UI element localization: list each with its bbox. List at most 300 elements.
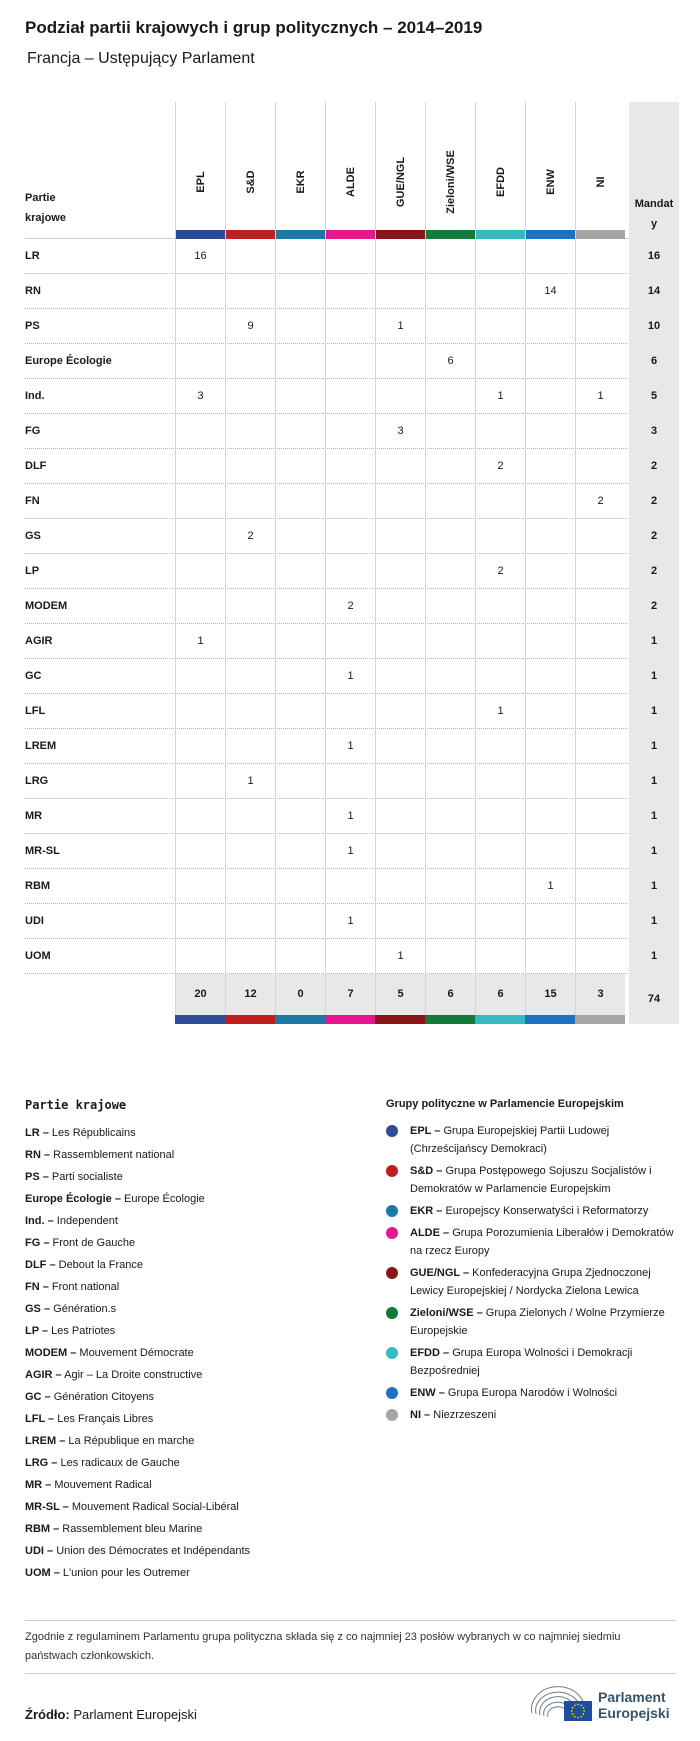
seat-cell xyxy=(225,589,275,624)
group-legend-item xyxy=(386,1304,681,1340)
seat-cell xyxy=(525,764,575,799)
seat-cell xyxy=(175,344,225,379)
table-row xyxy=(25,309,676,344)
seat-cell xyxy=(175,449,225,484)
row-total-cell: 1 xyxy=(629,659,679,694)
party-legend-name: Rassemblement bleu Marine xyxy=(62,1523,203,1535)
row-party-name: LP xyxy=(25,565,40,577)
seat-cell xyxy=(275,379,325,414)
row-total-cell: 2 xyxy=(629,449,679,484)
seat-cell: 1 xyxy=(325,834,375,869)
seat-cell xyxy=(425,519,475,554)
group-total-cell: 15 xyxy=(525,974,575,1015)
party-legend-name: Independent xyxy=(56,1215,118,1227)
party-legend-item xyxy=(25,1430,345,1452)
seat-cell xyxy=(575,904,625,939)
row-total-cell: 10 xyxy=(629,309,679,344)
seat-cell xyxy=(275,484,325,519)
source-credit xyxy=(25,1707,197,1722)
row-party-name: Europe Écologie xyxy=(25,355,112,367)
seat-cell xyxy=(575,554,625,589)
seat-cell xyxy=(225,239,275,274)
party-legend-item xyxy=(25,1562,345,1584)
seat-cell: 1 xyxy=(325,729,375,764)
row-total-cell: 6 xyxy=(629,344,679,379)
seat-cell xyxy=(375,239,425,274)
logo-text-line2: Europejski xyxy=(598,1705,670,1721)
seat-cell xyxy=(475,834,525,869)
row-party-name: FN xyxy=(25,495,40,507)
table-row xyxy=(25,379,676,414)
group-legend-abbr: EFDD – xyxy=(410,1347,450,1359)
seat-cell xyxy=(175,484,225,519)
seat-cell: 1 xyxy=(475,379,525,414)
seat-cell xyxy=(325,939,375,974)
national-parties-legend-heading: Partie krajowe xyxy=(25,1098,127,1112)
seat-cell xyxy=(475,939,525,974)
seat-cell xyxy=(525,729,575,764)
party-legend-name: L'union pour les Outremer xyxy=(62,1567,190,1579)
row-total-cell: 1 xyxy=(629,729,679,764)
group-legend-abbr: S&D – xyxy=(410,1165,443,1177)
seat-cell: 16 xyxy=(175,239,225,274)
party-legend-item xyxy=(25,1254,345,1276)
seat-cell: 14 xyxy=(525,274,575,309)
total-header-line1: Mandat xyxy=(634,198,674,210)
seat-cell xyxy=(425,309,475,344)
seat-cell: 1 xyxy=(325,799,375,834)
row-party-name: UOM xyxy=(25,950,51,962)
seat-cell xyxy=(175,799,225,834)
seat-cell xyxy=(175,764,225,799)
group-column-header xyxy=(525,102,575,239)
group-legend-name: Niezrzeszeni xyxy=(433,1409,497,1421)
party-legend-name: Mouvement Démocrate xyxy=(79,1347,194,1359)
seat-cell xyxy=(275,624,325,659)
seat-cell xyxy=(475,904,525,939)
table-row xyxy=(25,624,676,659)
seat-cell xyxy=(225,694,275,729)
table-row xyxy=(25,414,676,449)
seat-cell xyxy=(325,344,375,379)
group-color-dot-icon xyxy=(386,1409,398,1421)
party-legend-name: Parti socialiste xyxy=(51,1171,123,1183)
row-total-cell: 1 xyxy=(629,939,679,974)
party-legend-abbr: RBM – xyxy=(25,1523,60,1535)
seat-cell xyxy=(225,379,275,414)
table-row xyxy=(25,764,676,799)
group-column-label: EFDD xyxy=(495,167,507,197)
total-header-line2: y xyxy=(650,218,658,230)
seat-cell xyxy=(175,519,225,554)
seat-cell xyxy=(425,729,475,764)
row-total-cell: 3 xyxy=(629,414,679,449)
group-color-bar xyxy=(475,1015,525,1024)
group-legend-abbr: EKR – xyxy=(410,1205,443,1217)
seat-cell xyxy=(525,589,575,624)
seat-cell xyxy=(475,764,525,799)
seat-cell xyxy=(225,484,275,519)
seat-cell xyxy=(425,449,475,484)
group-legend-name: Grupa Zielonych / Wolne Przymierze Europejskie xyxy=(410,1307,665,1337)
seat-cell xyxy=(225,344,275,379)
party-legend-abbr: UDI – xyxy=(25,1545,54,1557)
group-total-cell: 5 xyxy=(375,974,425,1015)
row-total-cell: 1 xyxy=(629,834,679,869)
group-column-header xyxy=(575,102,625,239)
seat-cell xyxy=(275,869,325,904)
row-party-name: MR-SL xyxy=(25,845,60,857)
party-legend-abbr: PS – xyxy=(25,1171,49,1183)
seat-cell xyxy=(475,659,525,694)
seat-cell xyxy=(375,589,425,624)
parliament-hemicycle-icon xyxy=(528,1683,594,1723)
table-row xyxy=(25,659,676,694)
group-legend-abbr: Zieloni/WSE – xyxy=(410,1307,483,1319)
seat-cell: 2 xyxy=(575,484,625,519)
group-legend-item xyxy=(386,1264,681,1300)
seat-cell xyxy=(525,904,575,939)
seat-cell xyxy=(425,939,475,974)
seat-cell xyxy=(325,519,375,554)
seat-cell xyxy=(275,554,325,589)
group-legend-abbr: ENW – xyxy=(410,1387,445,1399)
seat-cell xyxy=(175,309,225,344)
total-seats-header xyxy=(629,102,679,239)
seat-cell xyxy=(325,239,375,274)
group-column-header xyxy=(375,102,425,239)
party-legend-abbr: RN – xyxy=(25,1149,51,1161)
party-legend-abbr: LRG – xyxy=(25,1457,58,1469)
divider xyxy=(25,1620,676,1621)
group-legend-abbr: EPL – xyxy=(410,1125,441,1137)
party-legend-item xyxy=(25,1166,345,1188)
seat-cell xyxy=(425,834,475,869)
party-legend-item xyxy=(25,1188,345,1210)
seat-cell xyxy=(425,869,475,904)
row-party-name: PS xyxy=(25,320,40,332)
row-party-name: FG xyxy=(25,425,41,437)
seat-cell xyxy=(275,729,325,764)
group-color-bar xyxy=(226,230,275,239)
seat-cell xyxy=(475,519,525,554)
source-value: Parlament Europejski xyxy=(73,1707,197,1722)
seat-cell xyxy=(525,484,575,519)
group-color-bar xyxy=(176,230,225,239)
seat-cell xyxy=(575,309,625,344)
seat-cell xyxy=(275,414,325,449)
table-row xyxy=(25,729,676,764)
seat-cell: 3 xyxy=(175,379,225,414)
party-legend-name: Les Français Libres xyxy=(57,1413,154,1425)
row-total-cell: 16 xyxy=(629,239,679,274)
party-legend-abbr: GS – xyxy=(25,1303,51,1315)
table-row xyxy=(25,939,676,974)
seat-cell xyxy=(375,904,425,939)
group-color-bar xyxy=(225,1015,275,1024)
seat-cell xyxy=(175,554,225,589)
seat-cell xyxy=(525,659,575,694)
row-party-name: Ind. xyxy=(25,390,45,402)
seat-cell xyxy=(475,239,525,274)
row-total-cell: 1 xyxy=(629,799,679,834)
grand-total: 74 xyxy=(629,974,679,1024)
seat-cell xyxy=(375,624,425,659)
group-color-bar xyxy=(426,230,475,239)
seat-cell xyxy=(525,939,575,974)
row-party-name: UDI xyxy=(25,915,44,927)
seat-cell xyxy=(575,764,625,799)
seat-cell xyxy=(525,554,575,589)
page-subtitle: Francja – Ustępujący Parlament xyxy=(27,50,255,67)
seat-cell xyxy=(425,799,475,834)
group-color-bar xyxy=(325,1015,375,1024)
seat-cell xyxy=(425,274,475,309)
party-legend-abbr: FG – xyxy=(25,1237,50,1249)
party-legend-item xyxy=(25,1122,345,1144)
party-legend-name: Europe Écologie xyxy=(124,1193,205,1205)
footer-note: Zgodnie z regulaminem Parlamentu grupa polityczna składa się z co najmniej 23 posłów wybranych w co najmniej siedmiu państwach członkowskich. xyxy=(25,1631,621,1662)
seat-cell xyxy=(175,659,225,694)
seat-cell xyxy=(275,764,325,799)
group-column-label: GUE/NGL xyxy=(395,156,407,208)
national-parties-legend-list xyxy=(25,1122,345,1584)
row-total-cell: 2 xyxy=(629,554,679,589)
row-total-cell: 1 xyxy=(629,624,679,659)
seat-cell xyxy=(225,904,275,939)
group-total-cell: 7 xyxy=(325,974,375,1015)
table-row xyxy=(25,519,676,554)
table-row xyxy=(25,554,676,589)
seat-cell xyxy=(475,309,525,344)
seat-cell xyxy=(375,764,425,799)
seat-cell xyxy=(575,589,625,624)
seat-cell xyxy=(275,834,325,869)
group-total-cell: 20 xyxy=(175,974,225,1015)
group-color-dot-icon xyxy=(386,1267,398,1279)
seat-cell xyxy=(375,449,425,484)
group-color-bar xyxy=(526,230,575,239)
seat-cell xyxy=(375,729,425,764)
table-header xyxy=(25,102,676,239)
party-legend-abbr: LP – xyxy=(25,1325,49,1337)
seat-cell xyxy=(175,939,225,974)
seat-cell xyxy=(225,414,275,449)
seat-cell xyxy=(275,449,325,484)
party-legend-abbr: GC – xyxy=(25,1391,51,1403)
seat-cell xyxy=(575,659,625,694)
seat-cell xyxy=(575,869,625,904)
political-groups-legend xyxy=(386,1098,681,1428)
seat-cell xyxy=(475,729,525,764)
seat-cell xyxy=(425,624,475,659)
party-legend-name: Front de Gauche xyxy=(52,1237,136,1249)
party-legend-abbr: MODEM – xyxy=(25,1347,77,1359)
party-legend-item xyxy=(25,1364,345,1386)
divider xyxy=(25,1673,676,1674)
seat-cell xyxy=(225,274,275,309)
group-legend-name: Europejscy Konserwatyści i Reformatorzy xyxy=(445,1205,649,1217)
group-legend-item xyxy=(386,1202,681,1220)
table-row xyxy=(25,449,676,484)
party-legend-item xyxy=(25,1144,345,1166)
seat-cell xyxy=(375,484,425,519)
group-column-label: EPL xyxy=(195,171,207,193)
group-column-label: ENW xyxy=(545,169,557,195)
party-legend-abbr: FN – xyxy=(25,1281,49,1293)
table-row xyxy=(25,589,676,624)
seat-cell xyxy=(325,764,375,799)
party-legend-abbr: LR – xyxy=(25,1127,49,1139)
row-party-name: LR xyxy=(25,250,40,262)
seat-cell xyxy=(375,554,425,589)
table-row xyxy=(25,344,676,379)
seat-cell xyxy=(475,624,525,659)
row-total-cell: 14 xyxy=(629,274,679,309)
seat-cell: 1 xyxy=(325,904,375,939)
group-color-bar xyxy=(425,1015,475,1024)
seat-cell xyxy=(225,939,275,974)
row-total-cell: 2 xyxy=(629,484,679,519)
group-color-bar xyxy=(375,1015,425,1024)
seat-cell xyxy=(475,414,525,449)
seat-cell xyxy=(425,764,475,799)
group-legend-name: Konfederacyjna Grupa Zjednoczonej Lewicy Europejskiej / Nordycka Zielona Lewica xyxy=(410,1267,651,1297)
logo-text-line1: Parlament xyxy=(598,1689,666,1705)
seat-cell xyxy=(525,449,575,484)
seat-cell xyxy=(375,659,425,694)
party-legend-abbr: AGIR – xyxy=(25,1369,62,1381)
row-party-name: RN xyxy=(25,285,41,297)
party-legend-item xyxy=(25,1540,345,1562)
seat-cell xyxy=(275,694,325,729)
group-legend-item xyxy=(386,1384,681,1402)
seat-cell xyxy=(425,904,475,939)
group-color-bar xyxy=(326,230,375,239)
table-body xyxy=(25,239,676,974)
seat-cell xyxy=(425,694,475,729)
group-column-header xyxy=(475,102,525,239)
party-legend-item xyxy=(25,1386,345,1408)
party-legend-item xyxy=(25,1232,345,1254)
group-color-bar xyxy=(376,230,425,239)
seat-cell xyxy=(175,274,225,309)
seat-cell: 3 xyxy=(375,414,425,449)
seat-cell xyxy=(525,799,575,834)
row-header-label-line1: Partie xyxy=(25,192,56,204)
seat-cell xyxy=(175,904,225,939)
seat-cell xyxy=(425,659,475,694)
party-legend-item xyxy=(25,1474,345,1496)
group-legend-abbr: ALDE – xyxy=(410,1227,450,1239)
row-total-cell: 2 xyxy=(629,519,679,554)
group-column-header xyxy=(175,102,225,239)
seat-cell: 2 xyxy=(475,554,525,589)
seat-cell xyxy=(575,834,625,869)
table-row xyxy=(25,694,676,729)
party-legend-abbr: MR-SL – xyxy=(25,1501,69,1513)
party-legend-item xyxy=(25,1210,345,1232)
party-legend-abbr: LFL – xyxy=(25,1413,55,1425)
party-legend-name: Mouvement Radical Social-Libéral xyxy=(71,1501,239,1513)
row-header-label-line2: krajowe xyxy=(25,212,66,224)
seat-cell: 1 xyxy=(375,309,425,344)
seat-cell xyxy=(175,694,225,729)
seat-cell xyxy=(325,624,375,659)
group-color-dot-icon xyxy=(386,1227,398,1239)
seat-cell xyxy=(175,869,225,904)
row-party-name: MR xyxy=(25,810,43,822)
group-column-label: Zieloni/WSE xyxy=(445,150,457,214)
row-total-cell: 5 xyxy=(629,379,679,414)
seat-cell xyxy=(475,589,525,624)
party-legend-item xyxy=(25,1342,345,1364)
seat-cell xyxy=(375,344,425,379)
party-legend-item xyxy=(25,1276,345,1298)
party-legend-item xyxy=(25,1496,345,1518)
group-column-label: ALDE xyxy=(345,167,357,197)
party-legend-name: Les Patriotes xyxy=(51,1325,116,1337)
group-legend-abbr: GUE/NGL – xyxy=(410,1267,470,1279)
seat-cell xyxy=(325,274,375,309)
row-party-name: LRG xyxy=(25,775,49,787)
party-legend-item xyxy=(25,1298,345,1320)
group-totals-row xyxy=(25,974,676,1024)
seat-cell xyxy=(575,624,625,659)
seat-cell xyxy=(325,414,375,449)
seat-cell xyxy=(575,729,625,764)
seat-cell xyxy=(275,904,325,939)
seat-cell xyxy=(275,239,325,274)
group-column-header xyxy=(425,102,475,239)
party-legend-abbr: LREM – xyxy=(25,1435,66,1447)
seat-cell xyxy=(375,834,425,869)
party-legend-name: Génération Citoyens xyxy=(53,1391,155,1403)
seat-cell xyxy=(375,799,425,834)
table-row xyxy=(25,484,676,519)
group-total-cell: 6 xyxy=(475,974,525,1015)
row-total-cell: 1 xyxy=(629,694,679,729)
group-color-dot-icon xyxy=(386,1205,398,1217)
group-total-cell: 0 xyxy=(275,974,325,1015)
seat-cell: 1 xyxy=(325,659,375,694)
group-legend-item xyxy=(386,1344,681,1380)
table-row xyxy=(25,834,676,869)
row-total-cell: 2 xyxy=(629,589,679,624)
seat-cell xyxy=(325,484,375,519)
table-row xyxy=(25,869,676,904)
row-party-name: LREM xyxy=(25,740,57,752)
group-color-dot-icon xyxy=(386,1125,398,1137)
seat-cell xyxy=(325,309,375,344)
party-legend-item xyxy=(25,1408,345,1430)
party-legend-item xyxy=(25,1320,345,1342)
row-party-name: LFL xyxy=(25,705,46,717)
seat-cell xyxy=(225,869,275,904)
seat-cell xyxy=(225,624,275,659)
group-legend-name: Grupa Europa Narodów i Wolności xyxy=(447,1387,618,1399)
seat-cell xyxy=(175,834,225,869)
seat-cell xyxy=(225,729,275,764)
seat-cell: 2 xyxy=(325,589,375,624)
seat-cell xyxy=(525,694,575,729)
seat-cell xyxy=(325,379,375,414)
group-column-header xyxy=(225,102,275,239)
seat-cell xyxy=(425,554,475,589)
seat-distribution-table xyxy=(25,102,676,1024)
party-legend-item xyxy=(25,1518,345,1540)
seat-cell xyxy=(575,239,625,274)
